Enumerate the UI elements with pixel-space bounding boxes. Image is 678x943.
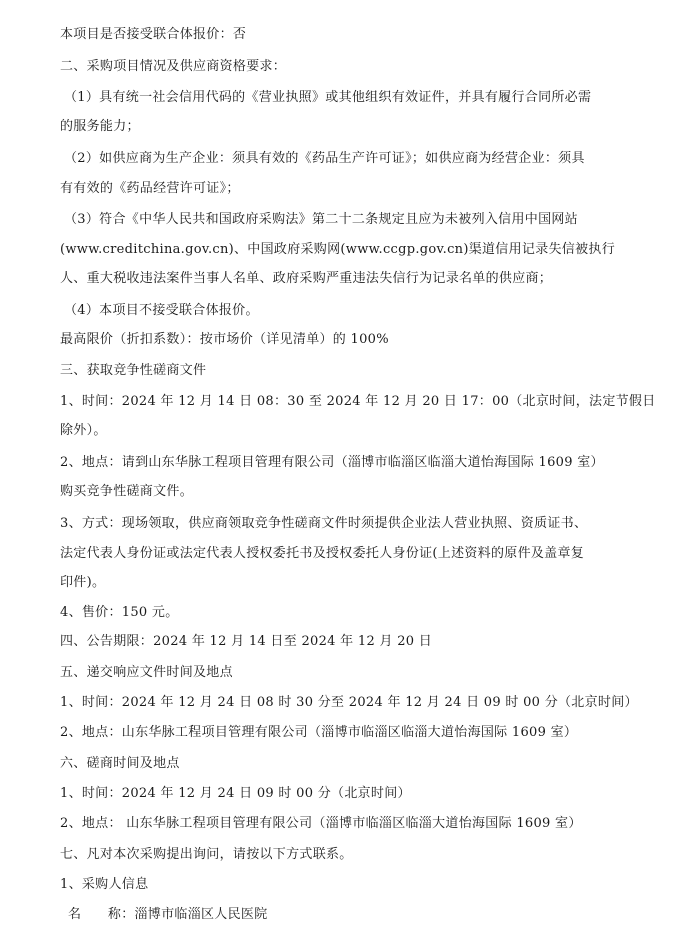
obtain-location-line-1: 2、地点：请到山东华脉工程项目管理有限公司（淄博市临淄区临淄大道怡海国际 1609 室）	[60, 455, 604, 470]
obtain-time-line-1: 1、时间：2024 年 12 月 14 日 08：30 至 2024 年 12 月 20 日 17：00（北京时间，法定节假日	[60, 394, 656, 409]
obtain-method-line-1: 3、方式：现场领取，供应商领取竞争性磋商文件时须提供企业法人营业执照、资质证书、	[60, 516, 588, 531]
submission-location: 2、地点：山东华脉工程项目管理有限公司（淄博市临淄区临淄大道怡海国际 1609 室）	[60, 725, 578, 740]
consortium-statement: 本项目是否接受联合体报价：否	[60, 27, 247, 42]
requirement-1-line-2: 的服务能力；	[60, 119, 140, 134]
section-heading-6: 六、磋商时间及地点	[60, 756, 180, 771]
negotiation-time: 1、时间：2024 年 12 月 24 日 09 时 00 分（北京时间）	[60, 786, 411, 801]
obtain-method-line-2: 法定代表人身份证或法定代表人授权委托书及授权委托人身份证(上述资料的原件及盖章复	[60, 546, 585, 561]
purchaser-info-heading: 1、采购人信息	[60, 877, 149, 892]
requirement-3-line-1: （3）符合《中华人民共和国政府采购法》第二十二条规定且应为未被列入信用中国网站	[64, 212, 578, 227]
submission-time: 1、时间：2024 年 12 月 24 日 08 时 30 分至 2024 年 12 月 24 日 09 时 00 分（北京时间）	[60, 695, 638, 710]
max-price-limit: 最高限价（折扣系数）：按市场价（详见清单）的 100%	[60, 332, 389, 347]
requirement-3-line-2: (www.creditchina.gov.cn)、中国政府采购网(www.ccgp.gov.cn)渠道信用记录失信被执行	[60, 242, 615, 257]
section-heading-3: 三、获取竞争性磋商文件	[60, 363, 207, 378]
requirement-3-line-3: 人、重大税收违法案件当事人名单、政府采购严重违法失信行为记录名单的供应商；	[60, 271, 553, 286]
obtain-location-line-2: 购买竞争性磋商文件。	[60, 484, 194, 499]
requirement-2-line-2: 有有效的《药品经营许可证》；	[60, 181, 240, 196]
requirement-1-line-1: （1）具有统一社会信用代码的《营业执照》或其他组织有效证件，并具有履行合同所必需	[64, 90, 592, 105]
requirement-2-line-1: （2）如供应商为生产企业：须具有效的《药品生产许可证》；如供应商为经营企业：须具	[64, 151, 585, 166]
announcement-period: 四、公告期限：2024 年 12 月 14 日至 2024 年 12 月 20 日	[60, 634, 433, 649]
section-heading-2: 二、采购项目情况及供应商资格要求：	[60, 59, 287, 74]
obtain-time-line-2: 除外）。	[60, 423, 107, 438]
purchaser-name: 名 称：淄博市临淄区人民医院	[68, 907, 268, 922]
document-price: 4、售价：150 元。	[60, 605, 179, 620]
section-heading-7: 七、凡对本次采购提出询问，请按以下方式联系。	[60, 847, 353, 862]
section-heading-5: 五、递交响应文件时间及地点	[60, 665, 233, 680]
requirement-4: （4）本项目不接受联合体报价。	[64, 303, 259, 318]
obtain-method-line-3: 印件)。	[60, 575, 106, 590]
negotiation-location: 2、地点： 山东华脉工程项目管理有限公司（淄博市临淄区临淄大道怡海国际 1609 室）	[60, 816, 582, 831]
